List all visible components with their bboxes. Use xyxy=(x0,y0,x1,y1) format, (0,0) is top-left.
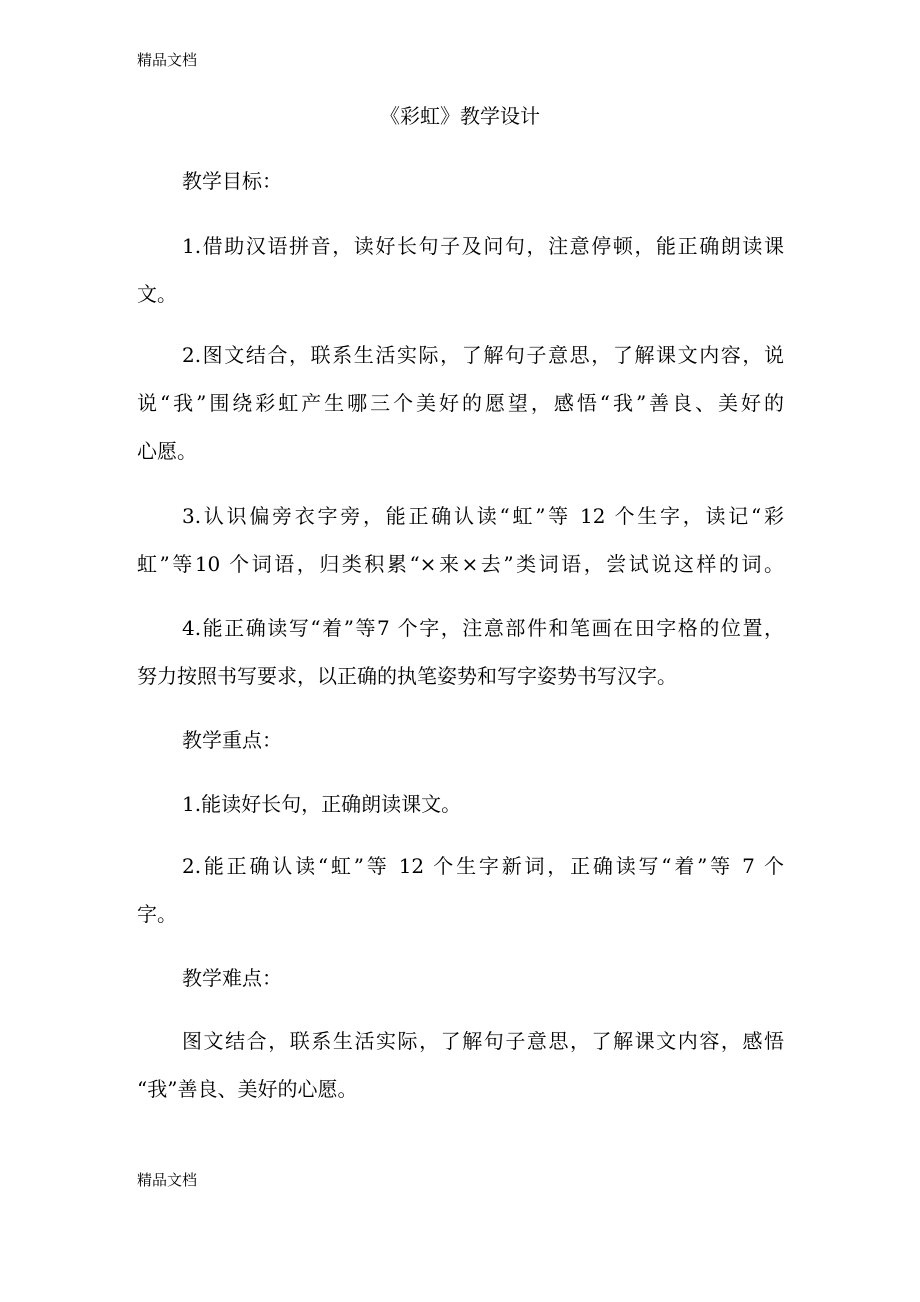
section-heading-key-points: 教学重点： xyxy=(182,728,282,752)
footer-watermark: 精品文档 xyxy=(137,1171,198,1189)
paragraph-line: 1.借助汉语拼音，读好长句子及问句，注意停顿，能正确朗读课 xyxy=(182,234,784,258)
section-heading-difficulties: 教学难点： xyxy=(182,966,282,990)
paragraph-line: “我”善良、美好的心愿。 xyxy=(137,1077,358,1101)
section-heading-goals: 教学目标： xyxy=(182,169,282,193)
paragraph-line: 文。 xyxy=(137,282,177,306)
paragraph-line: 2.图文结合，联系生活实际，了解句子意思，了解课文内容，说 xyxy=(182,343,784,367)
paragraph-line: 字。 xyxy=(137,902,177,926)
paragraph-line: 2.能正确认读“虹”等 12 个生字新词，正确读写“着”等 7 个 xyxy=(182,854,784,878)
paragraph-line: 虹”等10 个词语，归类积累“×来×去”类词语，尝试说这样的词。 xyxy=(137,552,784,576)
paragraph-line: 3.认识偏旁衣字旁，能正确认读“虹”等 12 个生字，读记“彩 xyxy=(182,504,784,528)
paragraph-line: 说“我”围绕彩虹产生哪三个美好的愿望，感悟“我”善良、美好的 xyxy=(137,391,784,415)
paragraph-line: 努力按照书写要求，以正确的执笔姿势和写字姿势书写汉字。 xyxy=(137,664,677,688)
paragraph-line: 4.能正确读写“着”等7 个字，注意部件和笔画在田字格的位置， xyxy=(182,616,784,640)
paragraph-line: 1.能读好长句，正确朗读课文。 xyxy=(182,792,462,816)
header-watermark: 精品文档 xyxy=(137,51,198,69)
document-title: 《彩虹》教学设计 xyxy=(380,104,540,128)
paragraph-line: 心愿。 xyxy=(137,439,197,463)
paragraph-line: 图文结合，联系生活实际，了解句子意思，了解课文内容，感悟 xyxy=(182,1029,784,1053)
